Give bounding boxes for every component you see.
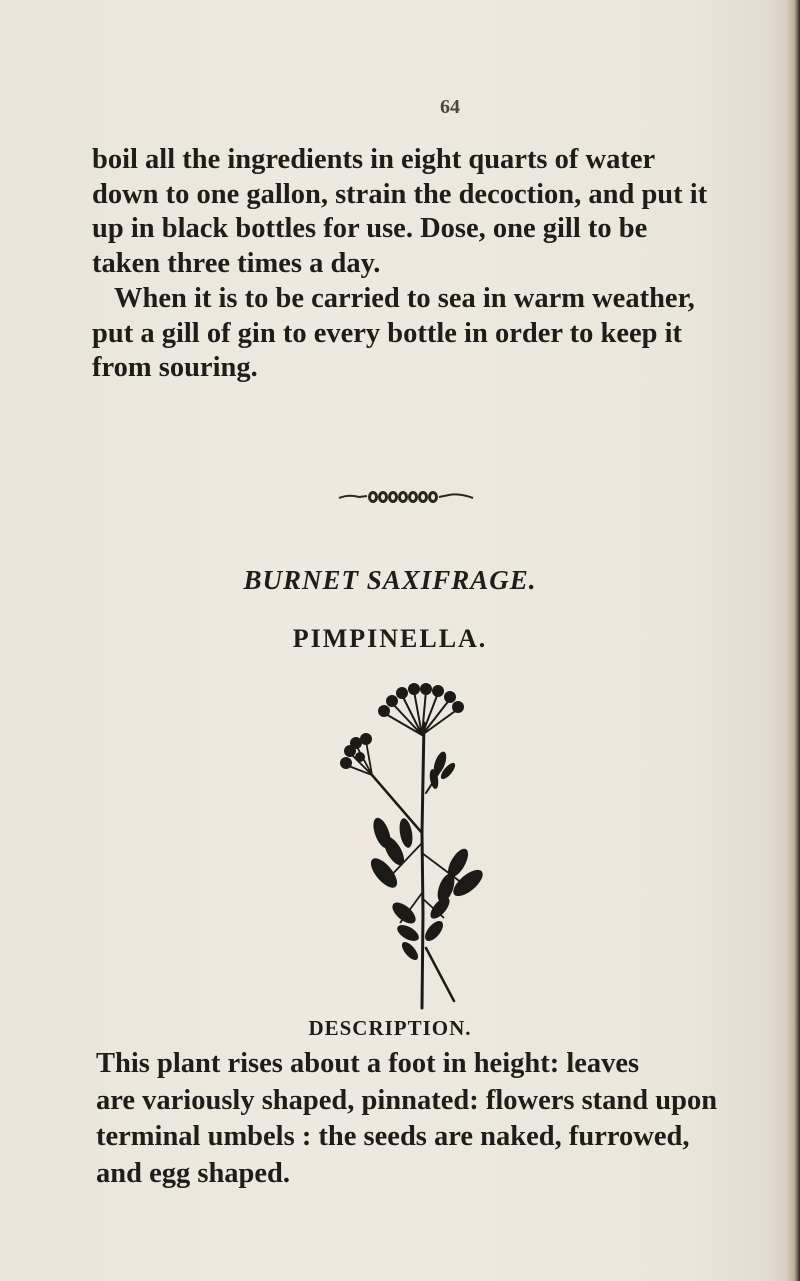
page-edge-shadow xyxy=(786,0,800,1281)
plant-illustration-icon xyxy=(322,683,522,1013)
text-line: up in black bottles for use. Dose, one gill to be xyxy=(92,213,648,245)
text-line: put a gill of gin to every bottle in order to keep it xyxy=(92,317,682,349)
recipe-paragraph xyxy=(92,143,742,281)
text-line: boil all the ingredients in eight quarts of water xyxy=(92,144,656,175)
text-line: and egg shaped. xyxy=(96,1157,291,1189)
decorative-rule-ornament xyxy=(337,488,475,506)
plant-latin-name: PIMPINELLA. xyxy=(292,624,488,653)
description-heading: DESCRIPTION. xyxy=(308,1016,472,1040)
page-number: 64 xyxy=(440,96,460,118)
text-line: are variously shaped, pinnated: flowers stand upon xyxy=(96,1084,718,1116)
text-line: This plant rises about a foot in height: leaves xyxy=(96,1048,640,1079)
text-line: When it is to be carried to sea in warm weather, xyxy=(114,283,695,314)
text-line: down to one gallon, strain the decoction, and put it xyxy=(92,178,708,210)
text-line: from souring. xyxy=(92,352,258,384)
description-paragraph xyxy=(96,1046,746,1192)
sea-paragraph xyxy=(92,282,742,386)
text-line: taken three times a day. xyxy=(92,247,381,279)
plant-title: BURNET SAXIFRAGE. xyxy=(243,565,537,595)
text-line: terminal umbels : the seeds are naked, furrowed, xyxy=(96,1121,690,1152)
